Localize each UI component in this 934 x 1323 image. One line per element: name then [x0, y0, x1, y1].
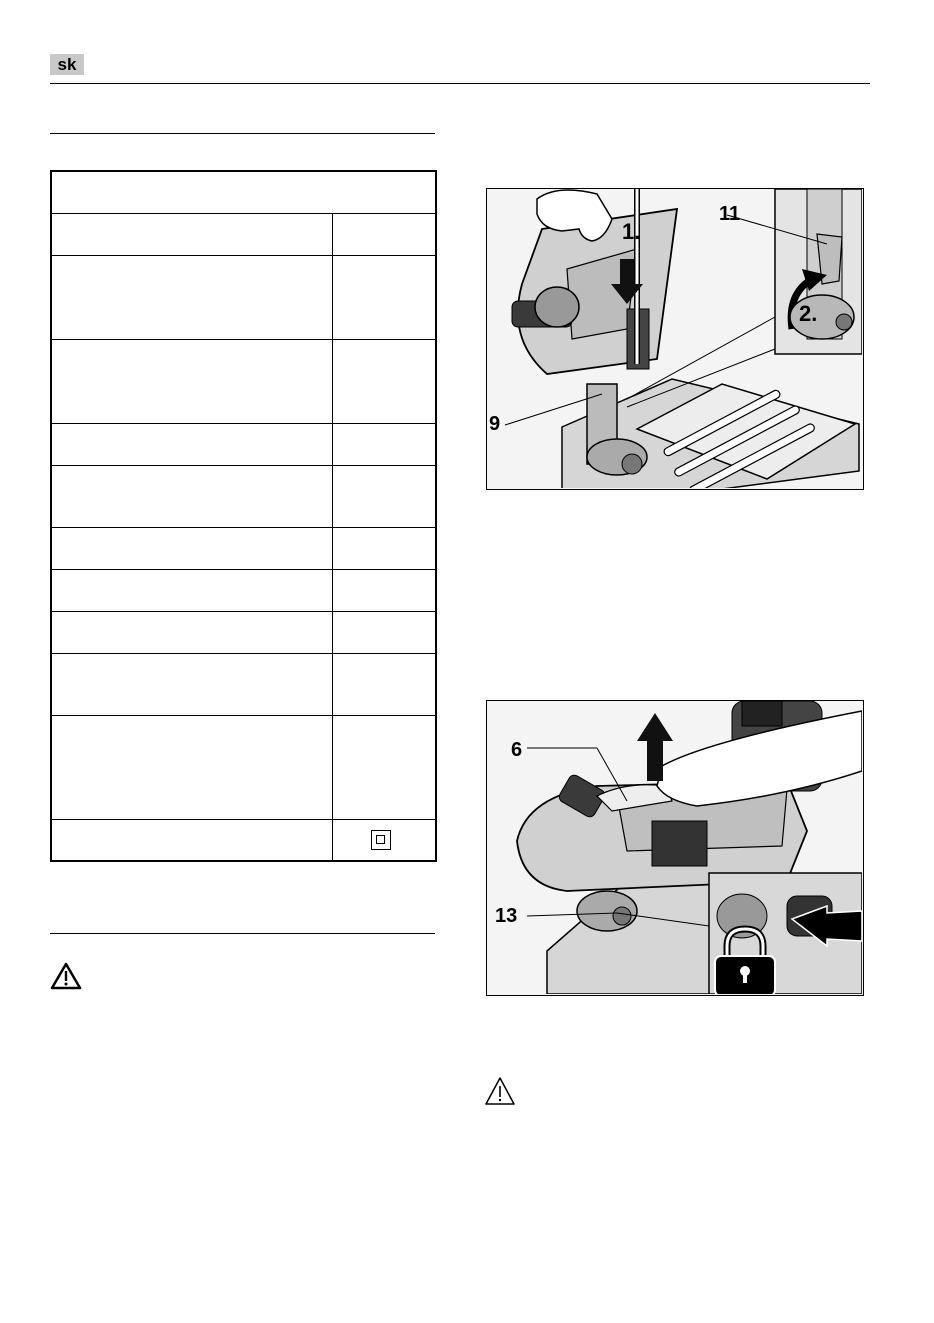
table-header [52, 172, 435, 214]
table-row [52, 654, 435, 716]
step-2-label: 2. [799, 301, 818, 326]
table-row [52, 424, 435, 466]
warning-triangle-icon [484, 1076, 516, 1106]
callout-6: 6 [511, 739, 523, 761]
header-rule [50, 83, 870, 84]
section-rule-top [50, 133, 435, 134]
step-1-label: 1. [622, 219, 641, 244]
table-row [52, 528, 435, 570]
language-badge: sk [50, 54, 84, 75]
table-row [52, 570, 435, 612]
table-row [52, 214, 435, 256]
figure-illustration [487, 189, 862, 488]
warning-triangle-icon [50, 962, 82, 990]
table-row [52, 612, 435, 654]
table-row [52, 256, 435, 340]
figure-illustration [487, 701, 862, 994]
callout-13: 13 [495, 905, 518, 927]
table-row [52, 340, 435, 424]
protection-class-ii-icon [371, 830, 391, 850]
table-row [52, 716, 435, 820]
technical-data-table [50, 170, 437, 862]
callout-9: 9 [489, 413, 501, 435]
section-rule-bottom [50, 933, 435, 934]
callout-11: 11 [719, 203, 741, 225]
table-row [52, 820, 435, 860]
figure-blade-lock [486, 700, 864, 996]
table-row [52, 466, 435, 528]
figure-blade-guide-installation [486, 188, 864, 490]
